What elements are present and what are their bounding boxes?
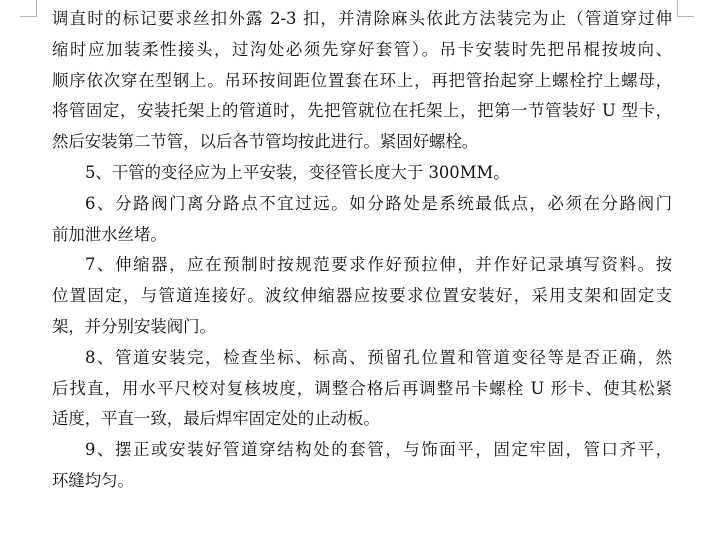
text-line: 位置固定，与管道连接好。波纹伸缩器应按要求位置安装好，采用支架和固定支 xyxy=(52,286,672,306)
margin-corner-mark-right xyxy=(677,0,694,17)
text-line: 调直时的标记要求丝扣外露 2-3 扣，并清除麻头依此方法装完为止（管道穿过伸 xyxy=(52,9,672,28)
text-line: 架，并分别安装阀门。 xyxy=(52,316,216,336)
text-line: 7、伸缩器，应在预制时按规范要求作好预拉伸，并作好记录填写资料。按 xyxy=(85,255,672,275)
text-line: 适度，平直一致，最后焊牢固定处的止动板。 xyxy=(52,409,380,429)
text-line: 将管固定，安装托架上的管道时，先把管就位在托架上，把第一节管装好 U 型卡， xyxy=(52,101,672,121)
text-line: 后找直，用水平尺校对复核坡度，调整合格后再调整吊卡螺栓 U 形卡、使其松紧 xyxy=(52,378,672,398)
text-line: 前加泄水丝堵。 xyxy=(52,224,167,244)
text-line: 环缝均匀。 xyxy=(52,470,134,490)
text-line: 6、分路阀门离分路点不宜过远。如分路处是系统最低点，必须在分路阀门 xyxy=(85,193,672,213)
text-line: 顺序依次穿在型钢上。吊环按间距位置套在环上，再把管抬起穿上螺栓拧上螺母， xyxy=(52,70,672,90)
text-line: 然后安装第二节管，以后各节管均按此进行。紧固好螺栓。 xyxy=(52,132,479,152)
text-line: 缩时应加装柔性接头，过沟处必须先穿好套管）。吊卡安装时先把吊棍按坡向、 xyxy=(52,39,672,59)
text-line: 9、摆正或安装好管道穿结构处的套管，与饰面平，固定牢固，管口齐平， xyxy=(85,440,672,460)
document-body xyxy=(52,4,672,497)
margin-corner-mark-left xyxy=(20,0,37,17)
text-line: 5、干管的变径应为上平安装，变径管长度大于 300MM。 xyxy=(85,162,510,182)
text-line: 8、管道安装完，检查坐标、标高、预留孔位置和管道变径等是否正确，然 xyxy=(85,347,672,367)
